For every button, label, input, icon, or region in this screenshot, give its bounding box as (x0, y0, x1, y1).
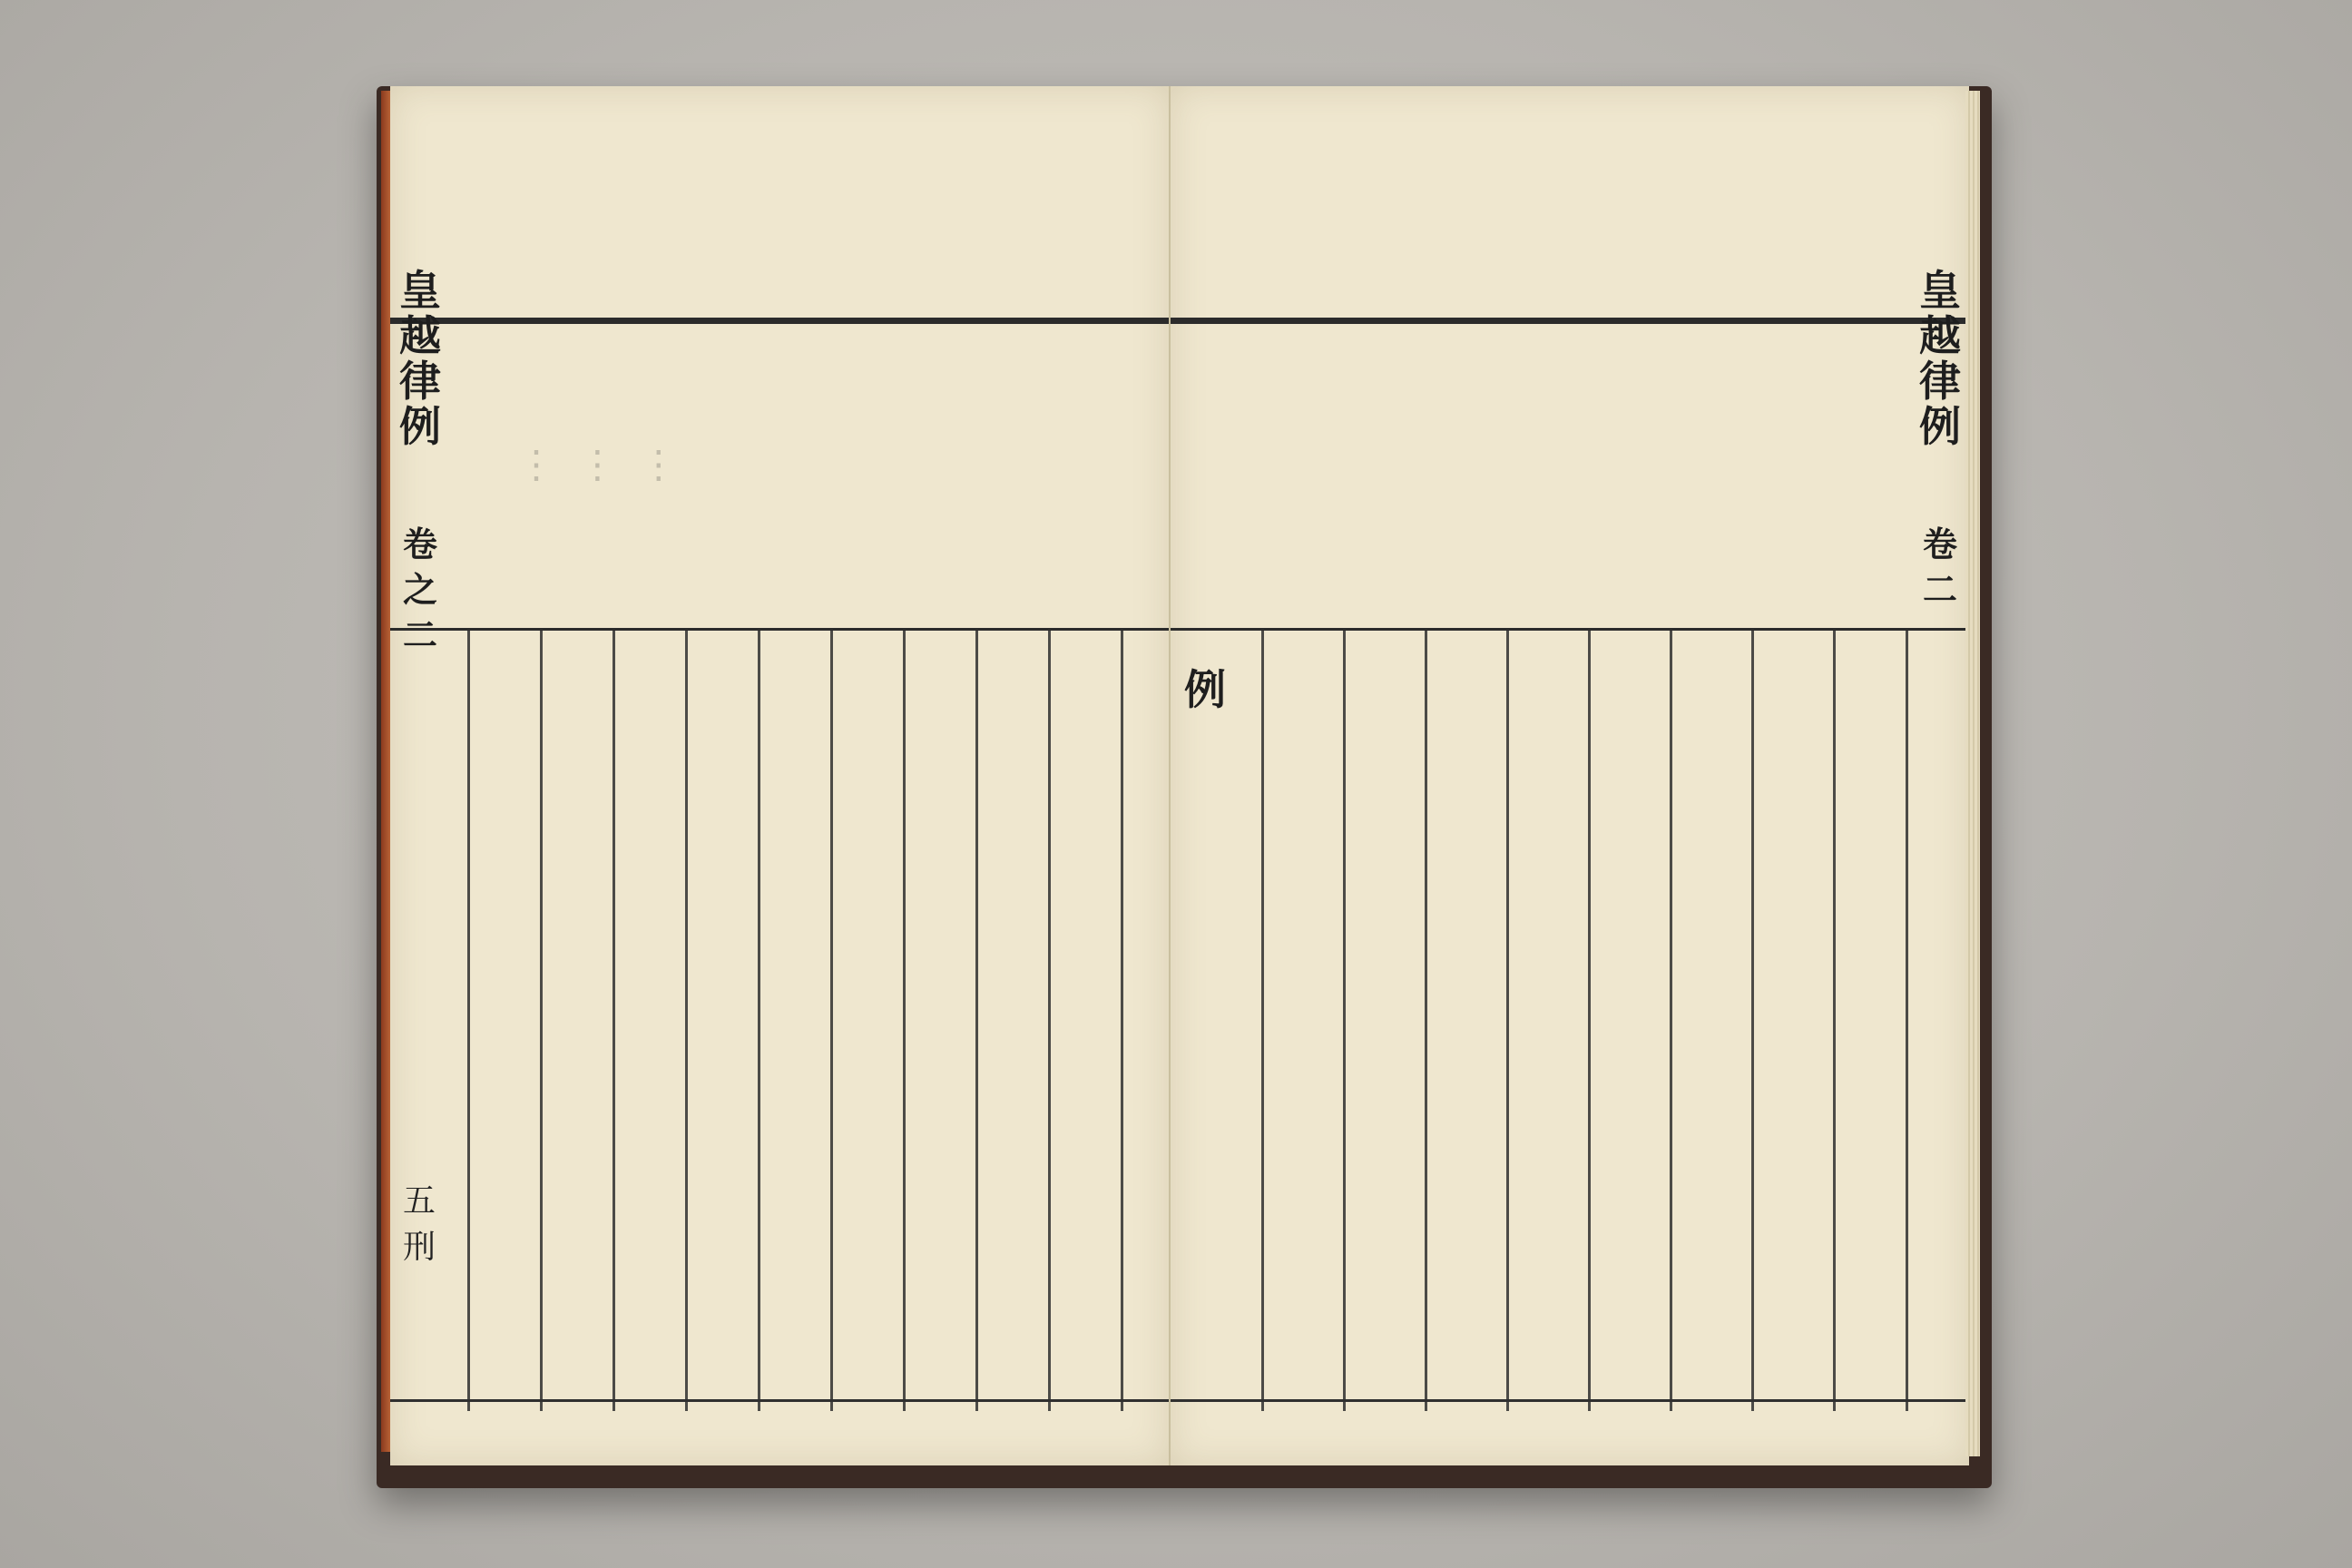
left-margin-volume: 卷之二 (402, 524, 437, 655)
bottom-rule-right (1171, 1399, 1969, 1402)
left-page (390, 86, 1171, 1465)
column-rule (830, 631, 833, 1411)
page-edge-right (1965, 91, 1980, 1456)
upper-band-left (390, 318, 1169, 631)
column-rule (1425, 631, 1427, 1411)
column-rule (1048, 631, 1051, 1411)
column-rule (1751, 631, 1754, 1411)
column-rule (903, 631, 906, 1411)
column-rule (540, 631, 543, 1411)
right-page (1169, 86, 1969, 1465)
column-rule (612, 631, 615, 1411)
column-rule (975, 631, 978, 1411)
column-rule (1588, 631, 1591, 1411)
upper-band-right (1171, 318, 1969, 631)
column-rule (1261, 631, 1264, 1411)
column-rule (685, 631, 688, 1411)
column-rule (1343, 631, 1346, 1411)
column-rule (758, 631, 760, 1411)
faint-stamp: ⋮ ⋮ ⋮ (517, 442, 683, 486)
left-margin-title: 皇越律例 (399, 266, 441, 451)
column-rule (1906, 631, 1908, 1411)
column-rule (1833, 631, 1836, 1411)
bottom-rule-left (390, 1399, 1169, 1402)
column-rule (1121, 631, 1123, 1411)
column-rule (1506, 631, 1509, 1411)
right-margin-title: 皇越律例 (1919, 266, 1961, 451)
left-page-number: 五刑 (402, 1182, 436, 1266)
column-rule (467, 631, 470, 1411)
right-section-mark: 例 (1184, 665, 1226, 714)
right-margin-volume: 卷二 (1922, 524, 1957, 610)
column-rule (1670, 631, 1672, 1411)
